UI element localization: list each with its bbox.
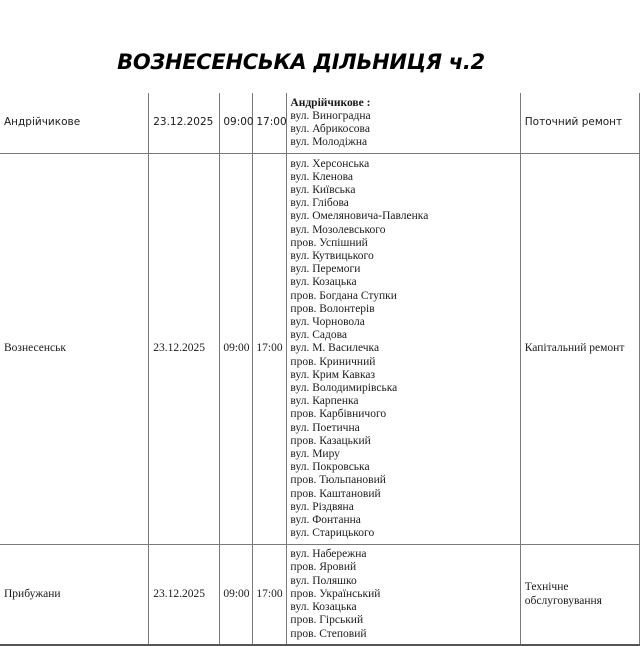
settlement-cell: Андрійчикове — [0, 93, 149, 154]
address-line: вул. Карпенка — [290, 395, 359, 408]
address-line: вул. Набережна — [290, 548, 367, 561]
address-line: пров. Український — [290, 587, 381, 600]
address-line: вул. Миру — [290, 448, 340, 461]
address-line: вул. Молодіжна — [290, 136, 368, 149]
address-line: вул. Козацька — [290, 601, 357, 614]
date-cell: 23.12.2025 — [149, 154, 220, 545]
table-row — [0, 154, 640, 545]
settlement-cell: Вознесенськ — [0, 154, 149, 545]
date-cell: 23.12.2025 — [149, 545, 220, 646]
table-row — [0, 93, 640, 154]
time-from-cell: 09:00 — [220, 154, 253, 545]
address-line: вул. Мозолевського — [290, 223, 386, 236]
address-line: вул. Крим Кавказ — [290, 368, 376, 381]
address-line: пров. Волонтерів — [290, 302, 375, 315]
address-line: вул. Виноградна — [290, 109, 371, 122]
addresses-cell — [287, 154, 520, 545]
address-line: вул. Поляшко — [290, 574, 357, 587]
work-type-cell: Капітальний ремонт — [520, 154, 639, 545]
address-line: пров. Тюльпановий — [290, 474, 386, 487]
address-line: пров. Криничний — [290, 355, 376, 368]
time-to-cell: 17:00 — [253, 93, 287, 154]
address-line: пров. Богдана Ступки — [290, 289, 397, 302]
address-line: вул. Глібова — [290, 197, 349, 210]
address-line: вул. Київська — [290, 183, 356, 196]
work-type-cell: Поточний ремонт — [520, 93, 639, 154]
address-line: вул. Садова — [290, 329, 347, 342]
addresses-cell — [287, 545, 520, 646]
address-line: вул. Кленова — [290, 170, 353, 183]
address-heading: Андрійчикове : — [290, 96, 371, 109]
time-from-cell: 09:00 — [220, 545, 253, 646]
address-line: вул. Фонтанна — [290, 514, 361, 527]
address-line: вул. Покровська — [290, 461, 370, 474]
settlement-cell: Прибужани — [0, 545, 149, 646]
page-title: ВОЗНЕСЕНСЬКА ДІЛЬНИЦЯ ч.2 — [117, 50, 485, 74]
time-to-cell: 17:00 — [253, 154, 287, 545]
address-line: вул. Перемоги — [290, 263, 361, 276]
address-line: вул. Різдвяна — [290, 500, 354, 513]
address-line: вул. Херсонська — [290, 157, 370, 170]
address-line: пров. Степовий — [290, 627, 367, 640]
address-line: пров. Гірський — [290, 614, 364, 627]
time-to-cell: 17:00 — [253, 545, 287, 646]
time-from-cell: 09:00 — [220, 93, 253, 154]
address-line: вул. Старицького — [290, 527, 375, 540]
outage-schedule-table — [0, 93, 640, 646]
address-line: вул. Омеляновича-Павленка — [290, 210, 429, 223]
work-type-cell: Технічне обслуговування — [520, 545, 639, 646]
address-line: вул. Кутвицького — [290, 249, 374, 262]
table-row — [0, 545, 640, 646]
addresses-cell — [287, 93, 520, 154]
address-line: пров. Успішний — [290, 236, 368, 249]
address-line: пров. Яровий — [290, 561, 357, 574]
address-line: вул. Чорновола — [290, 315, 365, 328]
address-line: пров. Карбівничого — [290, 408, 387, 421]
address-line: вул. Абрикосова — [290, 123, 370, 135]
address-line: вул. М. Василечка — [290, 342, 380, 355]
address-line: вул. Козацька — [290, 276, 357, 289]
date-cell: 23.12.2025 — [149, 93, 220, 154]
address-line: пров. Каштановий — [290, 487, 381, 500]
address-line: вул. Поетична — [290, 421, 360, 434]
address-line: пров. Казацький — [290, 434, 371, 447]
address-line: вул. Володимирівська — [290, 382, 398, 394]
